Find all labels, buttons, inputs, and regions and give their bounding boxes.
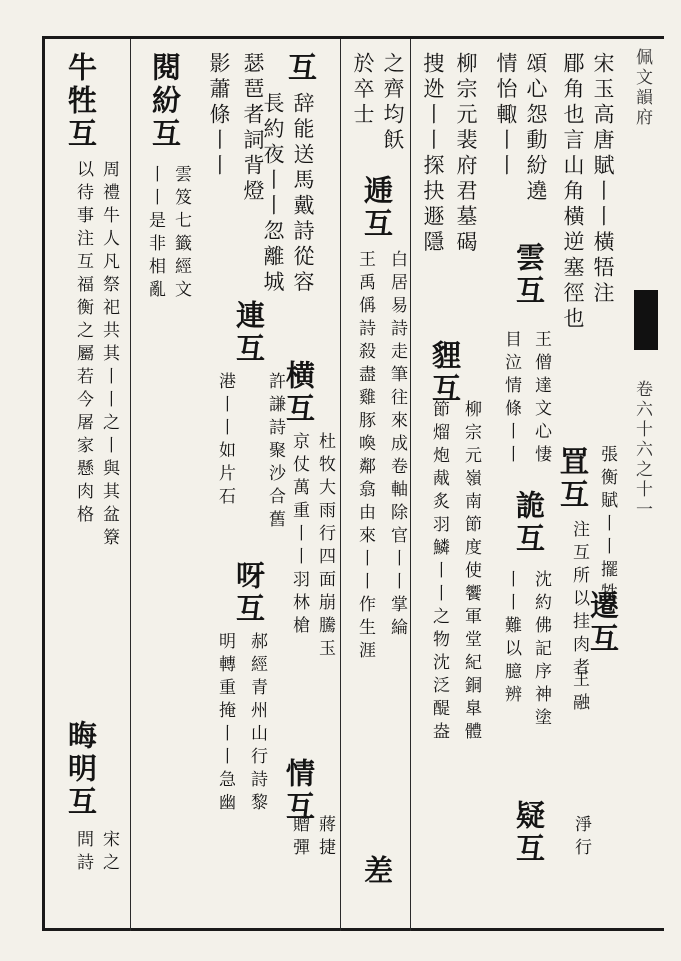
- note-21: 郝經青州山行詩黎: [247, 632, 267, 816]
- text-column-3: 頌心怨動紛遶: [524, 52, 548, 205]
- text-column-7: 之齊均飫: [381, 52, 405, 154]
- note-18: 贈彈: [289, 815, 309, 861]
- headword-2: 遷互: [586, 590, 620, 656]
- headword-6: 貍互: [428, 340, 462, 406]
- headword-9: 横互: [282, 360, 316, 426]
- note-15: 杜牧大雨行四面崩騰玉: [315, 432, 335, 662]
- headword-1: 罝互: [556, 446, 590, 512]
- text-column-2: 郿角也言山角橫逆塞徑也: [561, 52, 585, 333]
- note-26: 以待事注互福衡之屬若今屠家懸肉格: [73, 160, 93, 528]
- headword-10: 情互: [282, 758, 316, 824]
- note-1: 張衡賦丨丨擺牲: [597, 445, 617, 606]
- text-column-10: 影蕭條丨丨: [207, 52, 231, 180]
- headword-14: 晦明互: [64, 720, 98, 819]
- note-13: 辞能送馬戴詩從容: [291, 92, 315, 296]
- note-12: 王禹偁詩殺盡雞豚喚鄰翕由來丨丨作生涯: [355, 250, 375, 664]
- text-column-9: 瑟琶者詞背燈: [241, 52, 265, 205]
- text-column-11: 閱紛互: [148, 52, 182, 151]
- text-column-1: 宋玉高唐賦丨丨橫牾注: [591, 52, 615, 307]
- headword-5: 疑互: [512, 800, 546, 866]
- fishtail-mark: [634, 290, 658, 350]
- note-22: 明轉重掩丨丨急幽: [215, 632, 235, 816]
- note-8: 丨丨難以臆辨: [501, 570, 521, 708]
- column-rule: [340, 39, 341, 931]
- note-25: 周禮牛人凡祭祀共其丨丨之丨與其盆簝: [99, 160, 119, 551]
- headword-11: 差: [360, 855, 394, 888]
- headword-4: 詭互: [512, 490, 546, 556]
- headword-7: 逓互: [360, 175, 394, 241]
- note-6: 目泣情條丨丨: [501, 330, 521, 468]
- note-16: 京仗萬重丨丨羽林槍: [289, 432, 309, 639]
- note-2: 注互所以挂肉者: [569, 520, 589, 681]
- column-rule: [410, 39, 411, 931]
- note-14: 長約夜丨丨忽離城: [261, 92, 285, 296]
- note-3: 王融: [569, 670, 589, 716]
- note-23: 雲笈七籤經文: [171, 165, 191, 303]
- note-24: 丨丨是非相亂: [145, 165, 165, 303]
- note-28: 問詩: [73, 830, 93, 876]
- headword-8: 互: [284, 52, 318, 85]
- note-19: 許謙詩聚沙合舊: [265, 372, 285, 533]
- margin-book-title: 佩文韻府: [632, 48, 652, 128]
- text-column-12: 牛牲互: [64, 52, 98, 151]
- text-column-5: 柳宗元裴府君墓碣: [454, 52, 478, 256]
- text-column-6: 捜迯丨丨探抉遯隱: [421, 52, 445, 256]
- note-5: 王僧達文心悽: [531, 330, 551, 468]
- headword-13: 呀互: [232, 560, 266, 626]
- headword-12: 連互: [232, 300, 266, 366]
- note-17: 蔣捷: [315, 815, 335, 861]
- note-9: 柳宗元嶺南節度使饗軍堂紀銅臯體: [461, 400, 481, 745]
- headword-3: 雲互: [512, 242, 546, 308]
- note-4: 淨行: [571, 815, 591, 861]
- note-11: 白居易詩走筆往來成卷軸除官丨丨掌綸: [387, 250, 407, 641]
- note-27: 宋之: [99, 830, 119, 876]
- column-rule: [130, 39, 131, 931]
- text-column-4: 情怡輙丨丨: [494, 52, 518, 180]
- note-7: 沈約佛記序神塗: [531, 570, 551, 731]
- note-20: 港丨丨如片石: [215, 372, 235, 510]
- margin-volume-label: 卷六十六之十一: [632, 380, 652, 520]
- text-column-8: 於卒士: [351, 52, 375, 129]
- note-10: 節熘炮胾炙羽鱗丨丨之物沈泛醍盎: [429, 400, 449, 745]
